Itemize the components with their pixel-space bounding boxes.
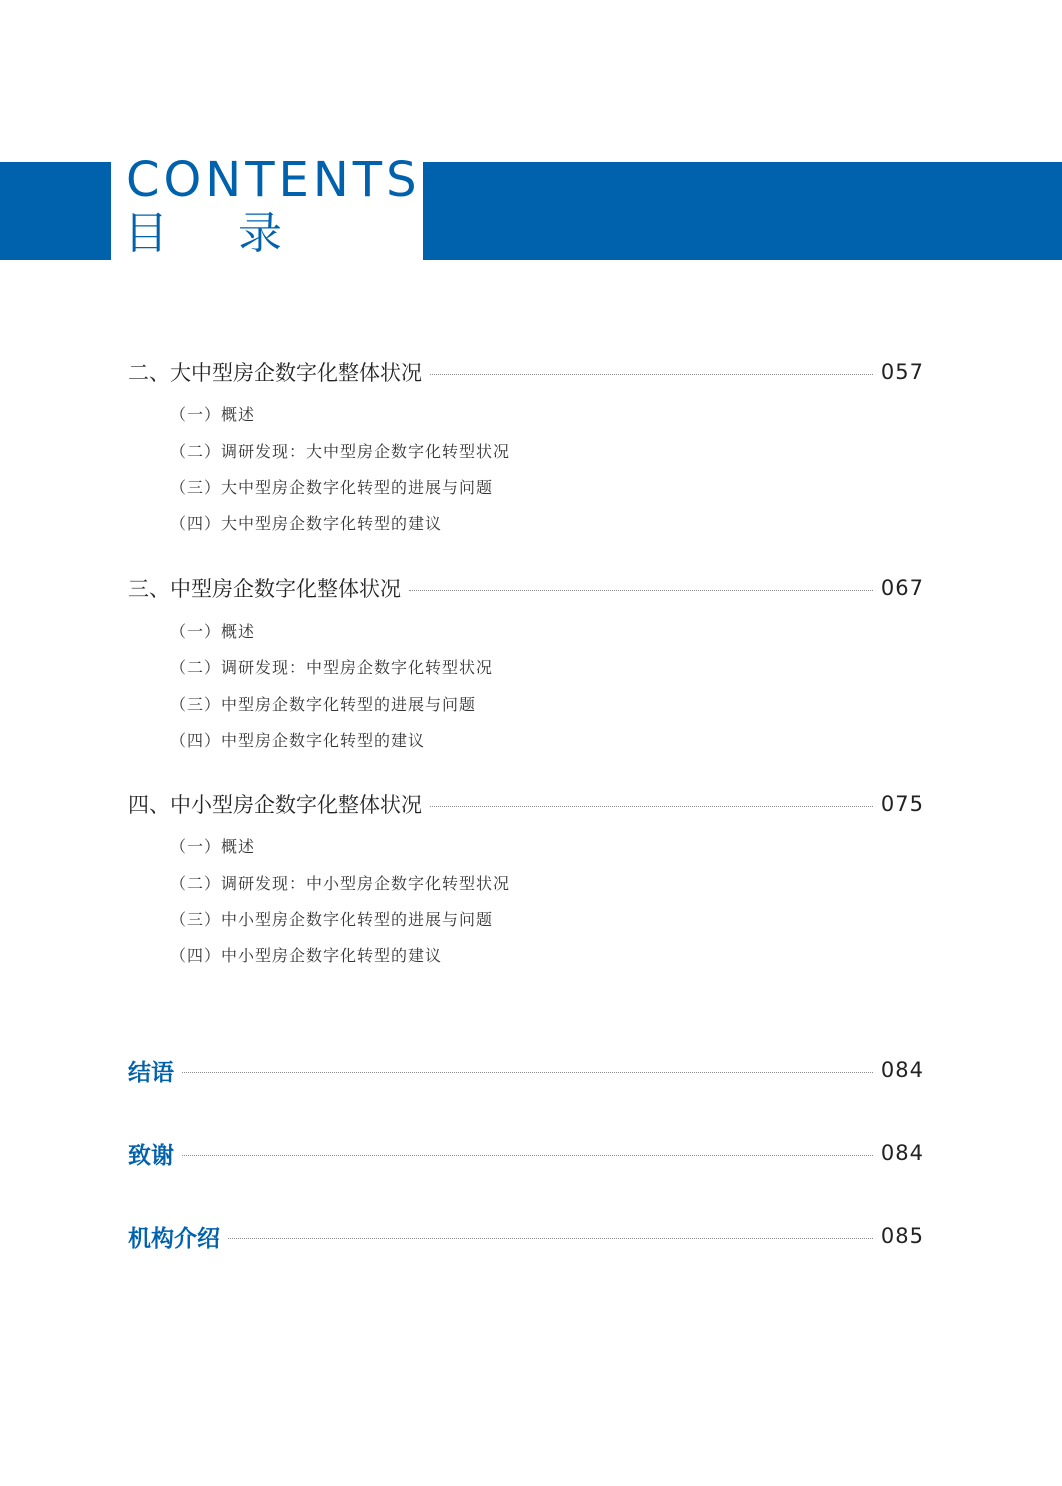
toc-subitem[interactable]: （四）大中型房企数字化转型的建议 <box>170 514 443 533</box>
dot-leader <box>409 590 873 591</box>
section-title: 二、大中型房企数字化整体状况 <box>128 361 422 385</box>
toc-subitem[interactable]: （三）大中型房企数字化转型的进展与问题 <box>170 478 494 497</box>
toc-subitem[interactable]: （三）中型房企数字化转型的进展与问题 <box>170 695 477 714</box>
page-number: 057 <box>880 360 924 384</box>
header-bar-right <box>423 162 1062 260</box>
page-number: 067 <box>880 576 924 600</box>
title-english: CONTENTS <box>126 152 421 208</box>
dot-leader <box>182 1072 873 1073</box>
toc-section-4[interactable] <box>128 790 924 818</box>
toc-subitem[interactable]: （一）概述 <box>170 837 256 856</box>
toc-subitem[interactable]: （一）概述 <box>170 622 256 641</box>
page-number: 075 <box>880 792 924 816</box>
toc-section-2[interactable] <box>128 358 924 386</box>
toc-conclusion[interactable] <box>128 1056 924 1084</box>
page-number: 084 <box>880 1141 924 1165</box>
toc-subitem[interactable]: （二）调研发现：中型房企数字化转型状况 <box>170 658 494 677</box>
major-title: 结语 <box>128 1059 174 1086</box>
page-number: 084 <box>880 1058 924 1082</box>
dot-leader <box>430 374 873 375</box>
dot-leader <box>228 1238 873 1239</box>
dot-leader <box>430 806 873 807</box>
toc-section-3[interactable] <box>128 574 924 602</box>
header-bar-left <box>0 162 111 260</box>
toc-subitem[interactable]: （三）中小型房企数字化转型的进展与问题 <box>170 910 494 929</box>
page-number: 085 <box>880 1224 924 1248</box>
toc-subitem[interactable]: （四）中型房企数字化转型的建议 <box>170 731 426 750</box>
major-title: 机构介绍 <box>128 1225 220 1252</box>
toc-institution-intro[interactable] <box>128 1222 924 1250</box>
section-title: 四、中小型房企数字化整体状况 <box>128 793 422 817</box>
major-title: 致谢 <box>128 1142 174 1169</box>
section-title: 三、中型房企数字化整体状况 <box>128 577 401 601</box>
toc-acknowledgements[interactable] <box>128 1139 924 1167</box>
toc-subitem[interactable]: （一）概述 <box>170 405 256 424</box>
toc-subitem[interactable]: （二）调研发现：大中型房企数字化转型状况 <box>170 442 511 461</box>
toc-subitem[interactable]: （四）中小型房企数字化转型的建议 <box>170 946 443 965</box>
dot-leader <box>182 1155 873 1156</box>
title-chinese: 目 录 <box>124 208 310 259</box>
toc-subitem[interactable]: （二）调研发现：中小型房企数字化转型状况 <box>170 874 511 893</box>
